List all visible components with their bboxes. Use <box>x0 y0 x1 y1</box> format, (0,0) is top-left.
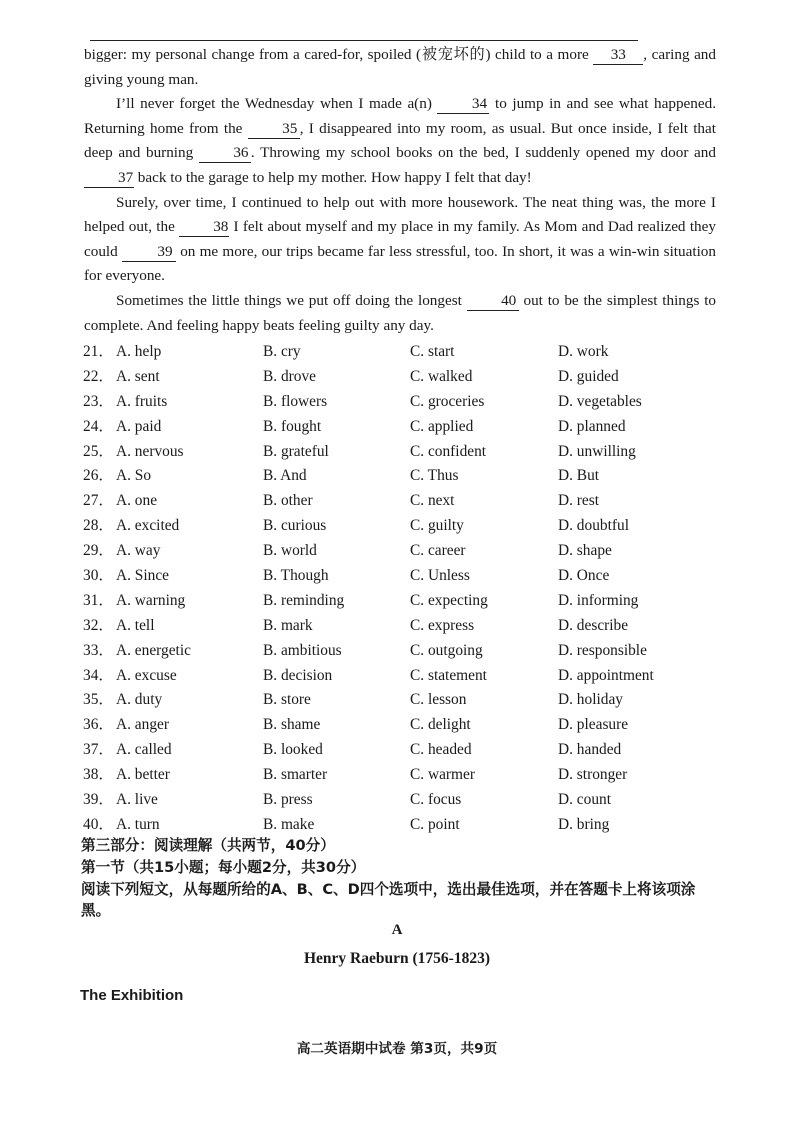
option-row <box>83 763 723 788</box>
option-d: D. informing <box>558 591 639 609</box>
part-three-title: 第三部分：阅读理解（共两节，40分） <box>81 837 335 854</box>
option-d: D. bring <box>558 815 610 833</box>
blank-36: 36 <box>199 144 251 163</box>
option-a: A. sent <box>116 367 160 385</box>
option-row <box>83 340 723 365</box>
option-a: A. excuse <box>116 666 177 684</box>
option-d: D. rest <box>558 492 600 510</box>
passage-title: Henry Raeburn (1756-1823) <box>304 950 490 967</box>
option-b: B. flowers <box>263 392 328 410</box>
question-number: 27． <box>83 492 114 510</box>
question-number: 23． <box>83 392 114 410</box>
option-row <box>83 589 723 614</box>
option-b: B. smarter <box>263 766 328 784</box>
option-b: B. world <box>263 542 317 560</box>
option-b: B. press <box>263 791 313 809</box>
option-d: D. describe <box>558 616 629 634</box>
option-a: A. So <box>116 467 152 485</box>
blank-33: 33 <box>593 46 643 65</box>
option-b: B. cry <box>263 343 301 360</box>
question-number: 28． <box>83 517 114 535</box>
blank-40: 40 <box>467 292 519 311</box>
question-number: 25． <box>83 442 114 460</box>
option-b: B. shame <box>263 716 321 734</box>
blank-39: 39 <box>122 243 176 262</box>
option-a: A. tell <box>116 616 155 634</box>
option-row <box>83 639 723 664</box>
option-row <box>83 415 723 440</box>
option-row <box>83 564 723 589</box>
option-row <box>83 440 723 465</box>
top-rule <box>90 40 638 41</box>
question-number: 33． <box>83 641 114 659</box>
option-c: C. statement <box>410 666 487 684</box>
option-b: B. fought <box>263 417 322 435</box>
option-b: B. drove <box>263 367 317 385</box>
passage-text: back to the garage to help my mother. How happy I felt that day! <box>134 168 532 186</box>
question-number: 29． <box>83 542 114 560</box>
option-a: A. turn <box>116 815 160 833</box>
option-row <box>83 664 723 689</box>
option-b: B. reminding <box>263 591 345 609</box>
option-b: B. decision <box>263 666 333 684</box>
option-a: A. live <box>116 791 158 809</box>
option-row <box>83 539 723 564</box>
question-number: 30． <box>83 567 114 585</box>
option-d: D. But <box>558 467 600 485</box>
question-number: 22． <box>83 367 114 385</box>
option-b: B. And <box>263 467 307 485</box>
option-c: C. delight <box>410 716 471 734</box>
passage-text: on me more, our trips became far less stressful, too. In short, it was a win-win situation for everyone. <box>84 242 716 285</box>
option-d: D. doubtful <box>558 517 629 535</box>
passage-text: , caring and giving young man. <box>84 46 716 88</box>
option-a: A. Since <box>116 567 170 585</box>
option-a: A. warning <box>116 591 186 609</box>
option-a: A. paid <box>116 417 162 435</box>
question-number: 35． <box>83 691 114 709</box>
option-d: D. responsible <box>558 641 647 659</box>
option-a: A. duty <box>116 691 163 709</box>
passage-text: out to be the simplest things to complete. And feeling happy beats feeling guilty any day. <box>84 291 717 334</box>
option-row <box>83 365 723 390</box>
option-c: C. warmer <box>410 766 475 784</box>
option-c: C. guilty <box>410 517 464 535</box>
passage-letter: A <box>391 922 403 938</box>
passage-text: I’ll never forget the Wednesday when I made a(n) <box>116 95 438 113</box>
option-c: C. express <box>410 616 475 634</box>
option-c: C. point <box>410 815 460 833</box>
passage-text: , I disappeared into my room, as usual. But once inside, I felt that deep and burning <box>84 119 716 162</box>
option-row <box>83 489 723 514</box>
option-c: C. next <box>410 492 455 510</box>
option-a: A. excited <box>116 517 180 535</box>
option-c: C. lesson <box>410 691 467 709</box>
option-row <box>83 464 723 489</box>
option-d: D. guided <box>558 367 619 385</box>
passage-paragraph <box>84 92 716 190</box>
page-footer: 高二英语期中试卷 第3页，共9页 <box>296 1041 498 1057</box>
passage-paragraph <box>84 43 716 92</box>
option-d: D. shape <box>558 542 612 560</box>
question-number: 24． <box>83 417 114 435</box>
option-a: A. fruits <box>116 392 168 410</box>
option-a: A. one <box>116 492 158 510</box>
option-c: C. outgoing <box>410 641 483 659</box>
question-number: 40． <box>83 815 114 833</box>
option-c: C. Unless <box>410 567 470 585</box>
passage-subheading: The Exhibition <box>80 987 184 1004</box>
passage-text: to jump in and see what happened. Returning home from the <box>84 95 717 137</box>
option-b: B. make <box>263 815 315 833</box>
option-row <box>83 614 723 639</box>
option-a: A. energetic <box>116 641 191 659</box>
option-c: C. start <box>410 343 455 360</box>
option-row <box>83 713 723 738</box>
option-d: D. work <box>558 343 609 360</box>
passage-paragraph <box>84 191 716 289</box>
option-row <box>83 788 723 813</box>
option-d: D. holiday <box>558 691 623 709</box>
passage-text: . Throwing my school books on the bed, I suddenly opened my door and <box>250 144 716 162</box>
question-number: 32． <box>83 616 114 634</box>
option-c: C. groceries <box>410 392 485 410</box>
passage-text: bigger: my personal change from a cared-for, spoiled (被宠坏的) child to a more <box>84 46 594 63</box>
option-row <box>83 514 723 539</box>
option-b: B. store <box>263 691 311 709</box>
passage-text: Sometimes the little things we put off doing the longest <box>116 291 467 309</box>
option-d: D. handed <box>558 741 622 759</box>
option-d: D. vegetables <box>558 392 642 410</box>
option-c: C. confident <box>410 442 487 460</box>
cloze-passage <box>84 43 716 338</box>
option-c: C. walked <box>410 367 473 385</box>
option-row <box>83 688 723 713</box>
option-d: D. appointment <box>558 666 654 684</box>
blank-34: 34 <box>437 95 489 114</box>
option-a: A. anger <box>116 716 169 734</box>
option-c: C. applied <box>410 417 474 435</box>
option-row <box>83 738 723 763</box>
option-c: C. Thus <box>410 467 459 485</box>
passage-text: Surely, over time, I continued to help out with more housework. The neat thing was, the more I helped out, the <box>84 193 716 236</box>
option-d: D. count <box>558 791 612 809</box>
option-d: D. pleasure <box>558 716 629 734</box>
option-b: B. curious <box>263 517 327 535</box>
option-c: C. expecting <box>410 591 488 609</box>
option-c: C. career <box>410 542 466 560</box>
option-row <box>83 390 723 415</box>
blank-35: 35 <box>248 120 300 139</box>
passage-text: I felt about myself and my place in my family. As Mom and Dad realized they could <box>84 218 716 260</box>
option-a: A. way <box>116 542 161 560</box>
option-c: C. focus <box>410 791 462 809</box>
option-a: A. called <box>116 741 172 759</box>
option-d: D. Once <box>558 567 610 585</box>
options-list <box>83 340 723 838</box>
question-number: 37． <box>83 741 114 759</box>
option-a: A. nervous <box>116 442 184 460</box>
option-b: B. mark <box>263 616 313 634</box>
section-one-title: 第一节（共15小题；每小题2分，共30分） <box>81 859 366 876</box>
option-d: D. unwilling <box>558 442 636 460</box>
option-b: B. Though <box>263 567 329 585</box>
question-number: 26． <box>83 467 114 485</box>
question-number: 39． <box>83 791 114 809</box>
reading-instructions: 阅读下列短文，从每题所给的A、B、C、D四个选项中，选出最佳选项，并在答题卡上将该项涂黑。 <box>81 881 696 919</box>
question-number: 38． <box>83 766 114 784</box>
question-number: 31． <box>83 591 114 609</box>
passage-paragraph <box>84 289 716 338</box>
blank-38: 38 <box>179 218 229 237</box>
option-b: B. other <box>263 492 313 510</box>
option-d: D. stronger <box>558 766 628 784</box>
option-a: A. better <box>116 766 170 784</box>
option-d: D. planned <box>558 417 626 435</box>
question-number: 21． <box>83 343 114 360</box>
question-number: 34． <box>83 666 114 684</box>
option-b: B. looked <box>263 741 323 759</box>
question-number: 36． <box>83 716 114 734</box>
option-c: C. headed <box>410 741 472 759</box>
option-b: B. ambitious <box>263 641 342 659</box>
option-a: A. help <box>116 343 162 360</box>
blank-37: 37 <box>84 169 134 188</box>
option-b: B. grateful <box>263 442 329 460</box>
